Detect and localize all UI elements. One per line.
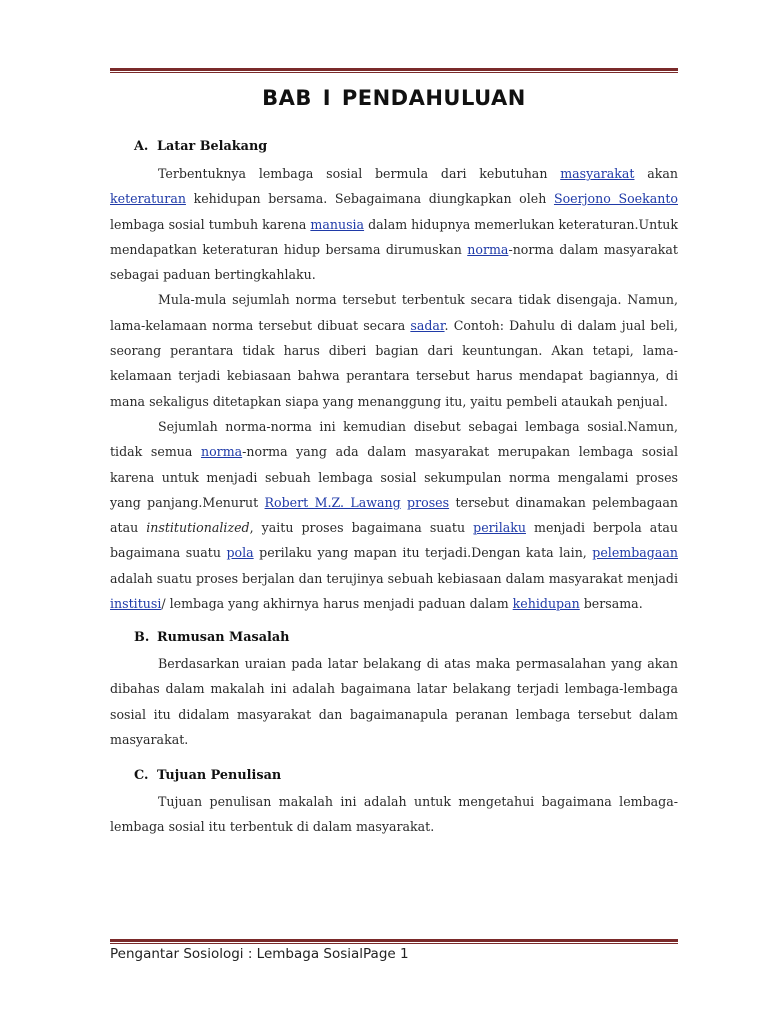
link-sadar[interactable]: sadar xyxy=(410,317,445,333)
page-title: BAB I PENDAHULUAN xyxy=(262,86,526,110)
link-kehidupan[interactable]: kehidupan xyxy=(512,596,580,612)
section-a-heading xyxy=(134,139,267,154)
section-c-heading xyxy=(134,768,281,783)
section-c-title: Tujuan Penulisan xyxy=(157,768,282,783)
page-footer: Pengantar Sosiologi : Lembaga SosialPage 1 xyxy=(110,946,409,962)
paragraph-c1: Tujuan penulisan makalah ini adalah untuk mengetahui bagaimana lembaga-lembaga sosial itu terbentuk di dalam masyarakat. xyxy=(110,794,678,835)
section-c-letter: C. xyxy=(134,768,149,783)
section-a-letter: A. xyxy=(134,139,149,154)
paragraph-a3: Sejumlah norma-norma ini kemudian disebut sebagai lembaga sosial.Namun, tidak semua norma-norma yang ada dalam masyarakat merupakan lembaga sosial karena untuk menjadi sebuah lembaga sosial sekumpulan norma mengalami proses yang panjang.Menurut Robert M.Z. Lawang proses tersebut dinamakan pelembagaan atau institutionalized, yaitu proses bagaimana suatu perilaku menjadi berpola atau bagaimana suatu pola perilaku yang mapan itu terjadi.Dengan kata lain, pelembagaan adalah suatu proses berjalan dan terujinya sebuah kebiasaan dalam masyarakat menjadi institusi/ lembaga yang akhirnya harus menjadi paduan dalam kehidupan bersama. xyxy=(110,418,678,612)
link-norma-2[interactable]: norma xyxy=(200,444,243,460)
link-manusia[interactable]: manusia xyxy=(310,216,365,232)
link-keteraturan[interactable]: keteraturan xyxy=(110,191,186,207)
link-pelembagaan[interactable]: pelembagaan xyxy=(592,545,678,561)
paragraph-a2: Mula-mula sejumlah norma tersebut terbentuk secara tidak disengaja. Namun, lama-kelamaan norma tersebut dibuat secara sadar. Contoh: Dahulu di dalam jual beli, seorang perantara tidak harus diberi bagian dari keuntungan. Akan tetapi, lama-kelamaan terjadi kebiasaan bahwa perantara tersebut harus mendapat bagiannya, di mana sekaligus ditetapkan siapa yang menanggung itu, yaitu pembeli ataukah penjual. xyxy=(110,292,678,409)
header-rule xyxy=(110,68,678,73)
link-masyarakat[interactable]: masyarakat xyxy=(560,166,635,181)
link-proses[interactable]: proses xyxy=(407,494,450,510)
paragraph-b1: Berdasarkan uraian pada latar belakang di atas maka permasalahan yang akan dibahas dalam makalah ini adalah bagaimana latar belakang terjadi lembaga-lembaga sosial itu didalam masyarakat dan bagaimanapula peranan lembaga tersebut dalam masyarakat. xyxy=(110,656,678,747)
section-b-heading xyxy=(134,630,289,645)
section-b-letter: B. xyxy=(134,630,150,645)
link-pola[interactable]: pola xyxy=(226,545,254,561)
section-a-title: Latar Belakang xyxy=(157,139,268,154)
section-b-title: Rumusan Masalah xyxy=(157,630,290,645)
link-institusi[interactable]: institusi xyxy=(110,596,162,612)
footer-rule xyxy=(110,939,678,944)
link-perilaku[interactable]: perilaku xyxy=(473,520,526,536)
term-institutionalized: institutionalized xyxy=(146,520,250,536)
link-norma[interactable]: norma xyxy=(467,241,509,257)
link-robert-lawang[interactable]: Robert M.Z. Lawang xyxy=(264,494,401,510)
paragraph-a1: Terbentuknya lembaga sosial bermula dari kebutuhan masyarakat akan keteraturan kehidupan bersama. Sebagaimana diungkapkan oleh Soerjono Soekanto lembaga sosial tumbuh karena manusia dalam hidupnya memerlukan keteraturan.Untuk mendapatkan keteraturan hidup bersama dirumuskan norma-norma dalam masyarakat sebagai paduan bertingkahlaku. xyxy=(110,166,678,283)
link-soerjono-soekanto[interactable]: Soerjono Soekanto xyxy=(553,191,678,207)
